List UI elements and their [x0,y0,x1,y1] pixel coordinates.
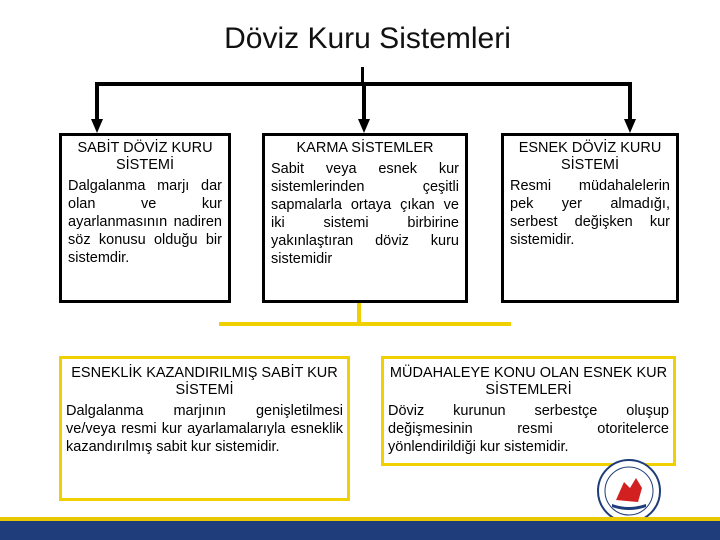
connector-right-drop [628,82,632,122]
box-mixed-systems-text: Sabit veya esnek kur sistemlerinden çeşitli sapmalarla ortaya çıkan ve iki sistemi birbirine yakınlaştıran döviz kuru sistemidir [271,161,459,267]
box-flexible-rate-title: ESNEK DÖVİZ KURU SİSTEMİ [518,140,662,173]
box-fixed-rate-title: SABİT DÖVİZ KURU SİSTEMİ [77,140,213,173]
university-seal-icon [596,458,662,524]
box-mixed-systems-title: KARMA SİSTEMLER [296,140,434,156]
box-managed-float-text: Döviz kurunun serbestçe oluşup değişmesinin resmi otoritelerce yönlendirildiği kur sistemidir. [388,403,669,455]
box-flexible-rate [501,133,679,303]
secondary-connector-horizontal [219,322,511,326]
box-managed-float [381,356,676,466]
connector-left-drop [95,82,99,122]
arrow-left [91,119,103,133]
arrow-mid [358,119,370,133]
arrow-right [624,119,636,133]
diagram-title: Döviz Kuru Sistemleri [224,22,511,55]
box-mixed-systems [262,133,468,303]
connector-mid-drop [362,82,366,122]
box-managed-float-title: MÜDAHALEYE KONU OLAN ESNEK KUR SİSTEMLERİ [389,365,668,398]
box-crawling-peg [59,356,350,501]
box-fixed-rate [59,133,231,303]
footer-bar [0,521,720,540]
box-crawling-peg-title: ESNEKLİK KAZANDIRILMIŞ SABİT KUR SİSTEMİ [71,365,338,398]
box-fixed-rate-text: Dalgalanma marjı dar olan ve kur ayarlanmasının nadiren söz konusu olduğu bir sistemdir. [68,178,222,266]
box-crawling-peg-text: Dalgalanma marjının genişletilmesi ve/veya resmi kur ayarlamalarıyla esneklik kazandırılmış sabit kur sistemidir. [66,403,343,455]
box-flexible-rate-text: Resmi müdahalelerin pek yer almadığı, serbest değişken kur sistemidir. [510,178,670,248]
